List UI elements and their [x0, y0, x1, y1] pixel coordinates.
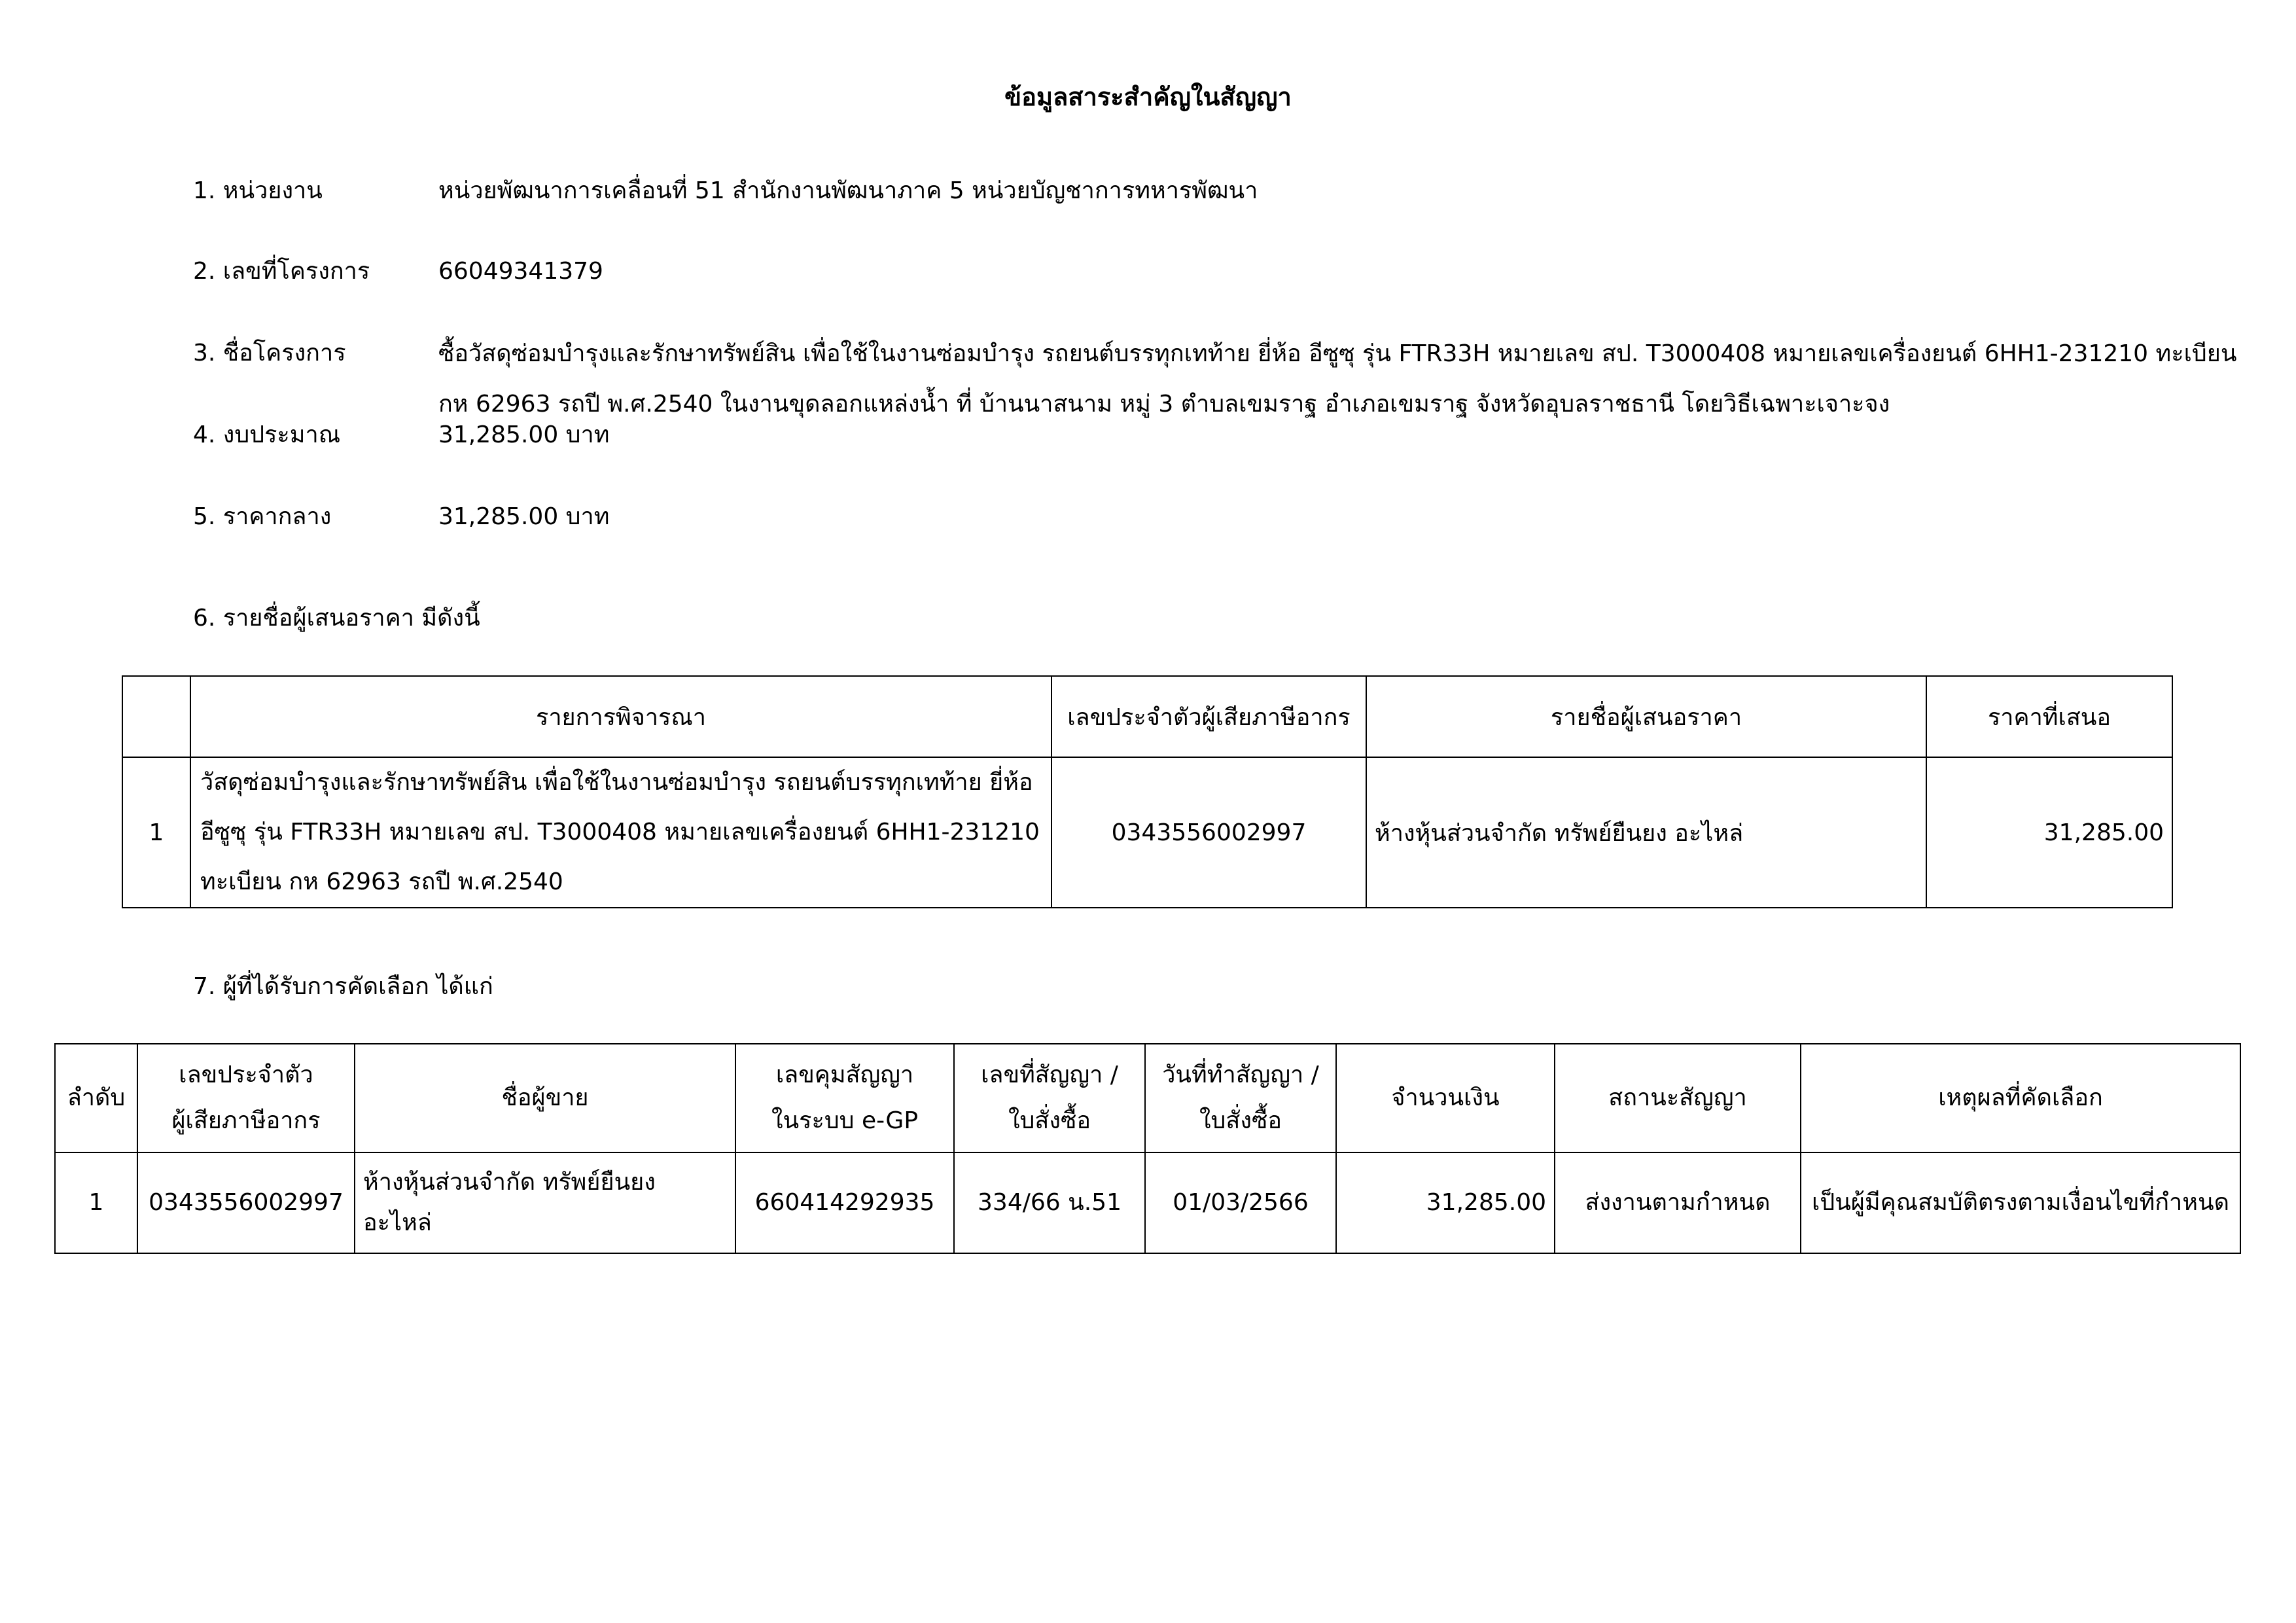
tax-id: 0343556002997: [1051, 757, 1366, 908]
row-number: 1: [122, 757, 190, 908]
field-label: 3. ชื่อโครงการ: [193, 340, 346, 366]
column-header: ราคาที่เสนอ: [1926, 676, 2172, 757]
contract-status: ส่งงานตามกำหนด: [1555, 1152, 1801, 1253]
field-label: 4. งบประมาณ: [193, 421, 341, 448]
table-header-row: [122, 676, 2172, 757]
column-header: เหตุผลที่คัดเลือก: [1801, 1044, 2240, 1152]
column-header: [954, 1044, 1145, 1152]
item-description: [190, 757, 1051, 908]
seller-name: [355, 1152, 735, 1253]
contract-amount: 31,285.00: [1336, 1152, 1555, 1253]
table-row: [55, 1152, 2240, 1253]
contract-number: 334/66 น.51: [954, 1152, 1145, 1253]
column-header: ชื่อผู้ขาย: [355, 1044, 735, 1152]
table-header-row: [55, 1044, 2240, 1152]
field-value: 31,285.00 บาท: [438, 503, 610, 530]
description-line: อีซูซุ รุ่น FTR33H หมายเลข สป. T3000408 หมายเลขเครื่องยนต์ 6HH1-231210: [200, 819, 1040, 846]
bidders-table: [122, 675, 2173, 908]
header-line: ผู้เสียภาษีอากร: [171, 1107, 321, 1134]
header-line: ในระบบ e-GP: [771, 1107, 919, 1134]
description-line: วัสดุซ่อมบำรุงและรักษาทรัพย์สิน เพื่อใช้ในงานซ่อมบำรุง รถยนต์บรรทุกเทท้าย ยี่ห้อ: [200, 769, 1033, 796]
header-line: เลขที่สัญญา /: [981, 1061, 1118, 1088]
selection-reason: เป็นผู้มีคุณสมบัติตรงตามเงื่อนไขที่กำหนด: [1801, 1152, 2240, 1253]
column-header: [122, 676, 190, 757]
column-header: จำนวนเงิน: [1336, 1044, 1555, 1152]
column-header: ลำดับ: [55, 1044, 137, 1152]
contract-date: 01/03/2566: [1145, 1152, 1336, 1253]
column-header: รายการพิจารณา: [190, 676, 1051, 757]
section-7-heading: 7. ผู้ที่ได้รับการคัดเลือก ได้แก่: [193, 973, 493, 1000]
field-value: 66049341379: [438, 258, 603, 285]
description-line: ทะเบียน กห 62963 รถปี พ.ศ.2540: [200, 868, 563, 895]
offered-price: 31,285.00: [1926, 757, 2172, 908]
field-value: ซื้อวัสดุซ่อมบำรุงและรักษาทรัพย์สิน เพื่อใช้ในงานซ่อมบำรุง รถยนต์บรรทุกเทท้าย ยี่ห้อ อีซูซุ รุ่น FTR33H หมายเลข สป. T3000408 หมายเลขเครื่องยนต์ 6HH1-231210 ทะเบียน กห 62963 รถปี พ.ศ.2540 ในงานขุดลอกแหล่งน้ำ ที่ บ้านนาสนาม หมู่ 3 ตำบลเขมราฐ อำเภอเขมราฐ จังหวัดอุบลราชธานี โดยวิธีเฉพาะเจาะจง: [438, 340, 2237, 418]
seller-line: ห้างหุ้นส่วนจำกัด ทรัพย์ยืนยง: [363, 1169, 656, 1196]
header-line: ใบสั่งซื้อ: [1199, 1107, 1282, 1134]
column-header: รายชื่อผู้เสนอราคา: [1366, 676, 1926, 757]
header-line: เลขประจำตัว: [179, 1061, 313, 1088]
column-header: เลขประจำตัวผู้เสียภาษีอากร: [1051, 676, 1366, 757]
document-title: ข้อมูลสาระสำคัญในสัญญา: [1004, 82, 1292, 111]
column-header: [137, 1044, 355, 1152]
field-label: 2. เลขที่โครงการ: [193, 258, 370, 285]
table-row: [122, 757, 2172, 908]
header-line: ใบสั่งซื้อ: [1008, 1107, 1091, 1134]
column-header: สถานะสัญญา: [1555, 1044, 1801, 1152]
field-label: 5. ราคากลาง: [193, 503, 332, 530]
section-6-heading: 6. รายชื่อผู้เสนอราคา มีดังนี้: [193, 605, 480, 632]
header-line: วันที่ทำสัญญา /: [1162, 1061, 1319, 1088]
column-header: [735, 1044, 954, 1152]
column-header: [1145, 1044, 1336, 1152]
tax-id: 0343556002997: [137, 1152, 355, 1253]
header-line: เลขคุมสัญญา: [775, 1061, 914, 1088]
field-label: 1. หน่วยงาน: [193, 177, 323, 204]
row-number: 1: [55, 1152, 137, 1253]
seller-line: อะไหล่: [363, 1209, 432, 1236]
egp-control-number: 660414292935: [735, 1152, 954, 1253]
selected-vendor-table: [54, 1043, 2241, 1254]
field-value: หน่วยพัฒนาการเคลื่อนที่ 51 สำนักงานพัฒนาภาค 5 หน่วยบัญชาการทหารพัฒนา: [438, 177, 1258, 204]
field-value: 31,285.00 บาท: [438, 421, 610, 448]
bidder-name: ห้างหุ้นส่วนจำกัด ทรัพย์ยืนยง อะไหล่: [1366, 757, 1926, 908]
